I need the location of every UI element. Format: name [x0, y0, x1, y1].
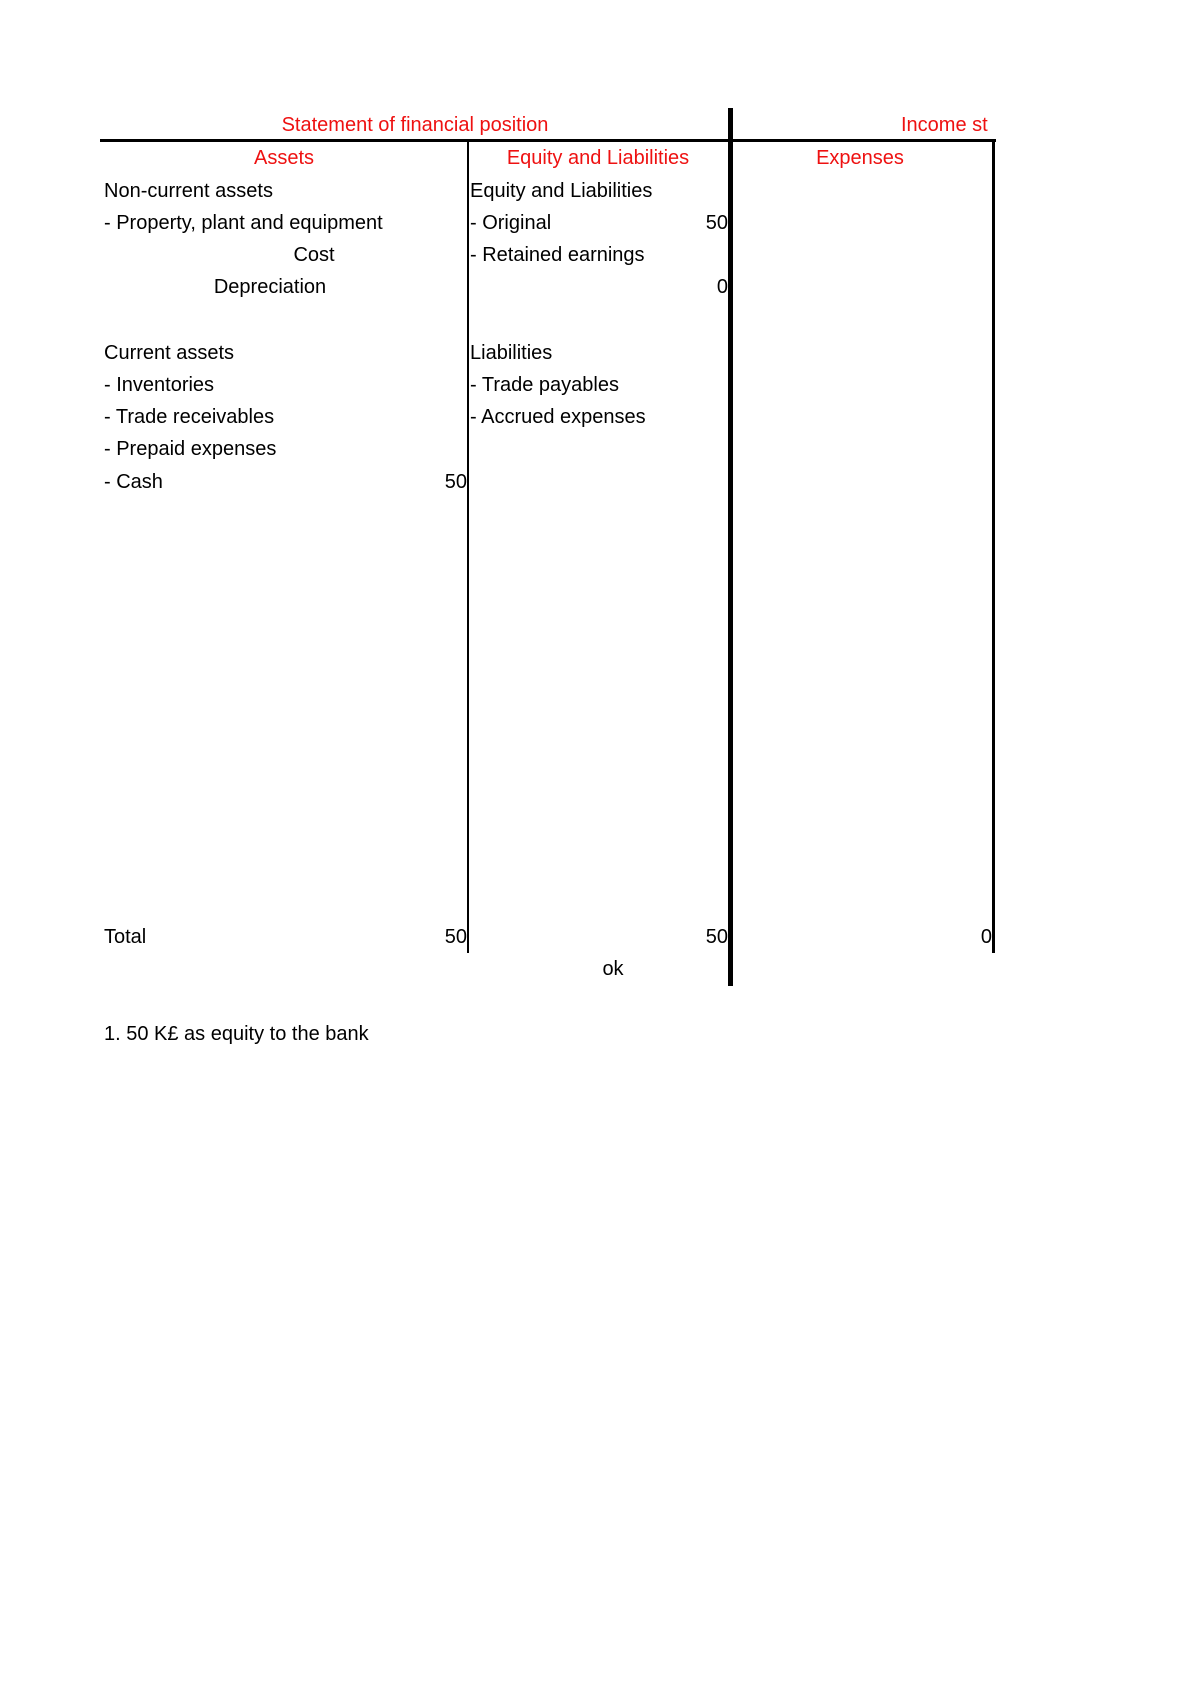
- trade-payables-label: - Trade payables: [470, 374, 619, 396]
- cost-label: Cost: [293, 244, 335, 266]
- expenses-total: 0: [980, 926, 992, 948]
- main-divider: [728, 108, 733, 986]
- assets-header: Assets: [253, 147, 315, 169]
- sofp-title: Statement of financial position: [281, 114, 549, 136]
- accrued-expenses-label: - Accrued expenses: [470, 406, 646, 428]
- liabilities-heading: Liabilities: [470, 342, 553, 364]
- equity-liabilities-header: Equity and Liabilities: [506, 147, 690, 169]
- cash-label: - Cash: [104, 471, 163, 493]
- depreciation-label: Depreciation: [213, 276, 327, 298]
- retained-earnings-value: 0: [716, 276, 728, 298]
- original-value: 50: [705, 212, 728, 234]
- expenses-header: Expenses: [816, 147, 904, 169]
- transaction-note: 1. 50 K£ as equity to the bank: [104, 1023, 369, 1045]
- trade-receivables-label: - Trade receivables: [104, 406, 275, 428]
- original-label: - Original: [470, 212, 552, 234]
- balance-check: ok: [602, 958, 624, 980]
- current-assets-heading: Current assets: [104, 342, 235, 364]
- income-statement-title: Income st: [901, 114, 988, 136]
- assets-total: 50: [444, 926, 467, 948]
- assets-equity-divider: [467, 141, 469, 953]
- retained-earnings-label: - Retained earnings: [470, 244, 645, 266]
- non-current-assets-heading: Non-current assets: [104, 180, 273, 202]
- prepaid-expenses-label: - Prepaid expenses: [104, 438, 277, 460]
- inventories-label: - Inventories: [104, 374, 215, 396]
- income-header-rule: [731, 139, 996, 142]
- equity-total: 50: [705, 926, 728, 948]
- total-label: Total: [104, 926, 147, 948]
- sofp-header-rule: [100, 139, 731, 142]
- ppe-label: - Property, plant and equipment: [104, 212, 383, 234]
- equity-heading: Equity and Liabilities: [470, 180, 653, 202]
- cash-value: 50: [444, 471, 467, 493]
- expenses-right-border: [992, 141, 995, 953]
